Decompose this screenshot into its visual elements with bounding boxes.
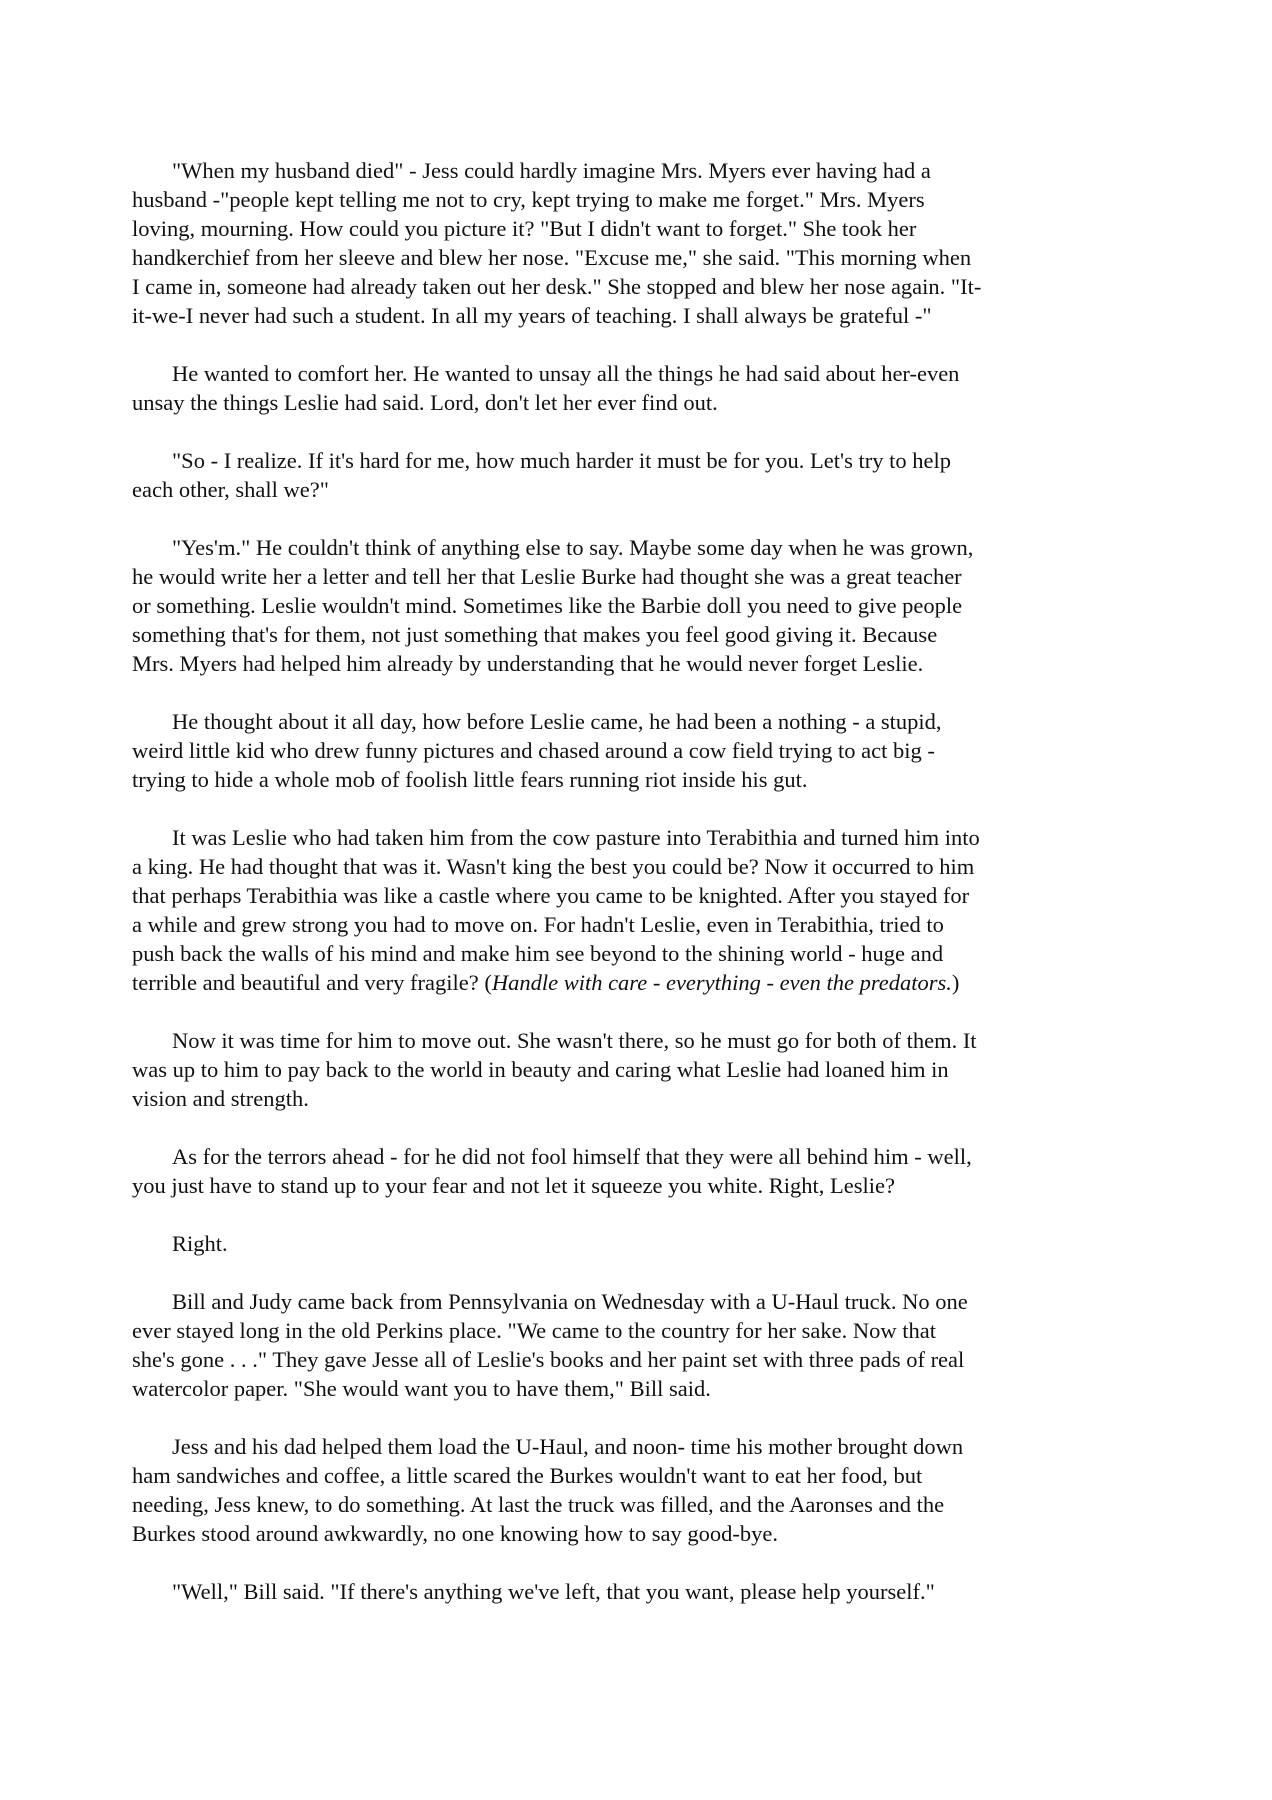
text-line: trying to hide a whole mob of foolish little fears running riot inside his gut.	[132, 767, 808, 792]
text-line: Right.	[172, 1231, 228, 1256]
paragraph-6	[132, 823, 1142, 997]
text-line: It was Leslie who had taken him from the cow pasture into Terabithia and turned him into	[172, 825, 980, 850]
text-line: each other, shall we?"	[132, 477, 329, 502]
text-line: was up to him to pay back to the world in beauty and caring what Leslie had loaned him in	[132, 1057, 949, 1082]
paragraph-4	[132, 533, 1142, 678]
text-line: Mrs. Myers had helped him already by understanding that he would never forget Leslie.	[132, 651, 924, 676]
text-line: it-we-I never had such a student. In all my years of teaching. I shall always be grateful -"	[132, 303, 932, 328]
text-line: or something. Leslie wouldn't mind. Sometimes like the Barbie doll you need to give people	[132, 593, 963, 618]
text-line: weird little kid who drew funny pictures and chased around a cow field trying to act big -	[132, 738, 935, 763]
document-page	[132, 156, 1142, 1635]
paragraph-3	[132, 446, 1142, 504]
text-line: watercolor paper. "She would want you to have them," Bill said.	[132, 1376, 711, 1401]
paragraph-5	[132, 707, 1142, 794]
text-line: Now it was time for him to move out. She wasn't there, so he must go for both of them. It	[172, 1028, 977, 1053]
paragraph-8	[132, 1142, 1142, 1200]
text-run: terrible and beautiful and very fragile? (	[132, 970, 492, 995]
text-line: As for the terrors ahead - for he did not fool himself that they were all behind him - well,	[172, 1144, 972, 1169]
italic-aside: Handle with care - everything - even the predators.	[491, 970, 952, 995]
text-line: "Yes'm." He couldn't think of anything else to say. Maybe some day when he was grown,	[172, 535, 974, 560]
text-line	[132, 968, 1142, 997]
paragraph-12	[132, 1577, 1142, 1606]
text-line: Burkes stood around awkwardly, no one knowing how to say good-bye.	[132, 1521, 778, 1546]
paragraph-10	[132, 1287, 1142, 1403]
paragraph-11	[132, 1432, 1142, 1548]
text-line: needing, Jess knew, to do something. At last the truck was filled, and the Aaronses and the	[132, 1492, 945, 1517]
text-line: husband -"people kept telling me not to cry, kept trying to make me forget." Mrs. Myers	[132, 187, 925, 212]
text-line: a while and grew strong you had to move on. For hadn't Leslie, even in Terabithia, tried to	[132, 912, 944, 937]
text-line: He wanted to comfort her. He wanted to unsay all the things he had said about her-even	[172, 361, 960, 386]
text-line: push back the walls of his mind and make him see beyond to the shining world - huge and	[132, 941, 944, 966]
text-line: ham sandwiches and coffee, a little scared the Burkes wouldn't want to eat her food, but	[132, 1463, 923, 1488]
text-line: "Well," Bill said. "If there's anything we've left, that you want, please help yourself."	[172, 1579, 935, 1604]
text-line: loving, mourning. How could you picture it? "But I didn't want to forget." She took her	[132, 216, 917, 241]
text-line: I came in, someone had already taken out her desk." She stopped and blew her nose again. "It-	[132, 274, 982, 299]
text-line: unsay the things Leslie had said. Lord, don't let her ever find out.	[132, 390, 718, 415]
text-line: he would write her a letter and tell her that Leslie Burke had thought she was a great teacher	[132, 564, 962, 589]
text-line: ever stayed long in the old Perkins place. "We came to the country for her sake. Now that	[132, 1318, 936, 1343]
paragraph-2	[132, 359, 1142, 417]
text-line: something that's for them, not just something that makes you feel good giving it. Because	[132, 622, 938, 647]
text-line: she's gone . . ." They gave Jesse all of Leslie's books and her paint set with three pads of real	[132, 1347, 965, 1372]
paragraph-7	[132, 1026, 1142, 1113]
text-line: "When my husband died" - Jess could hardly imagine Mrs. Myers ever having had a	[172, 158, 931, 183]
text-line: that perhaps Terabithia was like a castle where you came to be knighted. After you stayed for	[132, 883, 970, 908]
text-line: vision and strength.	[132, 1086, 309, 1111]
text-line: you just have to stand up to your fear and not let it squeeze you white. Right, Leslie?	[132, 1173, 895, 1198]
text-line: a king. He had thought that was it. Wasn't king the best you could be? Now it occurred to him	[132, 854, 975, 879]
text-run: )	[951, 970, 960, 995]
paragraph-1	[132, 156, 1142, 330]
text-line: "So - I realize. If it's hard for me, how much harder it must be for you. Let's try to help	[172, 448, 951, 473]
text-line: Jess and his dad helped them load the U-Haul, and noon- time his mother brought down	[172, 1434, 964, 1459]
text-line: handkerchief from her sleeve and blew her nose. "Excuse me," she said. "This morning when	[132, 245, 972, 270]
paragraph-9	[132, 1229, 1142, 1258]
text-line: He thought about it all day, how before Leslie came, he had been a nothing - a stupid,	[172, 709, 942, 734]
text-line: Bill and Judy came back from Pennsylvania on Wednesday with a U-Haul truck. No one	[172, 1289, 968, 1314]
